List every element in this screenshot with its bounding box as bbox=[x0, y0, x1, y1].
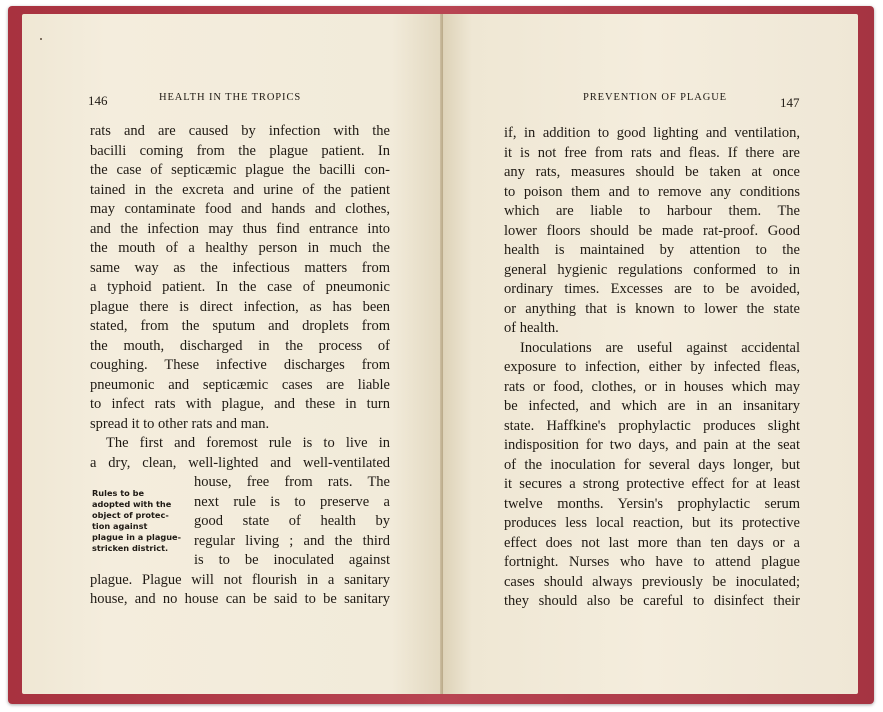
text-line: pneumonic and septicæmic cases are liable bbox=[90, 376, 390, 393]
text-line: state. Haffkine's prophylactic produces slight bbox=[504, 417, 800, 434]
text-line: exposure to infection, either by infected fleas, bbox=[504, 359, 800, 375]
text-line: ordinary times. Excesses are to be avoided, bbox=[504, 281, 800, 297]
right-body-text bbox=[504, 124, 800, 612]
margin-note-line: stricken district. bbox=[92, 543, 169, 553]
text-line: they should also be careful to disinfect their bbox=[504, 593, 800, 609]
text-line: good state of health by bbox=[194, 513, 390, 529]
text-line: and the infection may thus find entrance into bbox=[90, 220, 390, 237]
text-line: next rule is to preserve a bbox=[194, 493, 390, 510]
text-line: of health. bbox=[504, 320, 559, 336]
right-page bbox=[443, 14, 858, 694]
text-line: plague. Plague will not flourish in a sanitary bbox=[90, 571, 390, 588]
text-line: any rats, measures should be taken at once bbox=[504, 164, 800, 180]
left-page-number: 146 bbox=[88, 93, 108, 108]
text-line: the case of septicæmic plague the bacilli con- bbox=[90, 162, 390, 178]
text-line: a dry, clean, well-lighted and well-ventilated bbox=[90, 454, 390, 471]
margin-note-line: plague in a plague- bbox=[92, 532, 181, 542]
text-line: which are liable to harbour them. The bbox=[504, 203, 800, 219]
text-line: if, in addition to good lighting and ventilation, bbox=[504, 125, 800, 141]
right-running-head: PREVENTION OF PLAGUE bbox=[583, 92, 727, 103]
text-line: indisposition for two days, and pain at the seat bbox=[504, 437, 800, 453]
text-line: The first and foremost rule is to live in bbox=[106, 435, 390, 451]
margin-note-line: object of protec- bbox=[92, 510, 169, 520]
text-line: same way as the infectious matters from bbox=[90, 259, 390, 276]
text-line: regular living ; and the third bbox=[194, 532, 390, 549]
text-line: it is not free from rats and fleas. If there are bbox=[504, 144, 800, 161]
text-line: or anything that is known to lower the state bbox=[504, 300, 800, 317]
margin-note-line: adopted with the bbox=[92, 499, 172, 509]
text-line: general hygienic regulations conformed to in bbox=[504, 261, 800, 278]
text-line: tained in the excreta and urine of the patient bbox=[90, 181, 390, 198]
text-line: plague there is direct infection, as has been bbox=[90, 298, 390, 315]
text-line: health is maintained by attention to the bbox=[504, 242, 800, 258]
left-page bbox=[22, 14, 442, 694]
text-line: cases should always previously be inoculated; bbox=[504, 573, 800, 590]
text-line: is to be inoculated against bbox=[194, 552, 390, 568]
text-line: the mouth, discharged in the process of bbox=[90, 337, 390, 354]
text-line: effect does not last more than ten days or a bbox=[504, 534, 800, 551]
right-page-number: 147 bbox=[780, 95, 800, 110]
text-line: stated, from the sputum and droplets from bbox=[90, 318, 390, 334]
margin-note bbox=[92, 488, 192, 554]
text-line: rats or food, clothes, or in houses which may bbox=[504, 378, 800, 395]
text-line: spread it to other rats and man. bbox=[90, 415, 270, 432]
text-line: produces less local reaction, but its protective bbox=[504, 515, 800, 531]
text-line: to poison them and to remove any conditions bbox=[504, 183, 800, 200]
text-line: of the inoculation for several days longer, but bbox=[504, 456, 800, 473]
text-line: the mouth of a healthy person in much the bbox=[90, 240, 390, 256]
text-line: fortnight. Nurses who have to attend plague bbox=[504, 554, 800, 570]
text-line: be infected, and which are in an insanitary bbox=[504, 398, 800, 414]
text-line: a typhoid patient. In the case of pneumonic bbox=[90, 279, 390, 295]
margin-note-line: Rules to be bbox=[92, 488, 145, 498]
text-line: lower floors should be made rat-proof. Good bbox=[504, 222, 800, 239]
text-line: twelve months. Yersin's prophylactic serum bbox=[504, 495, 800, 512]
text-line: may contaminate food and hands and clothes, bbox=[90, 201, 390, 217]
text-line: coughing. These infective discharges from bbox=[90, 357, 390, 373]
text-line: Inoculations are useful against accidental bbox=[520, 339, 800, 356]
margin-note-line: tion against bbox=[92, 521, 148, 531]
text-line: house, and no house can be said to be sanitary bbox=[90, 591, 390, 607]
paper-speck bbox=[40, 38, 42, 40]
text-line: to infect rats with plague, and these in turn bbox=[90, 396, 390, 412]
text-line: house, free from rats. The bbox=[194, 474, 390, 490]
text-line: bacilli coming from the plague patient. In bbox=[90, 142, 390, 159]
text-line: rats and are caused by infection with the bbox=[90, 123, 390, 139]
text-line: it secures a strong protective effect for at least bbox=[504, 476, 800, 492]
left-running-head: HEALTH IN THE TROPICS bbox=[159, 92, 302, 103]
